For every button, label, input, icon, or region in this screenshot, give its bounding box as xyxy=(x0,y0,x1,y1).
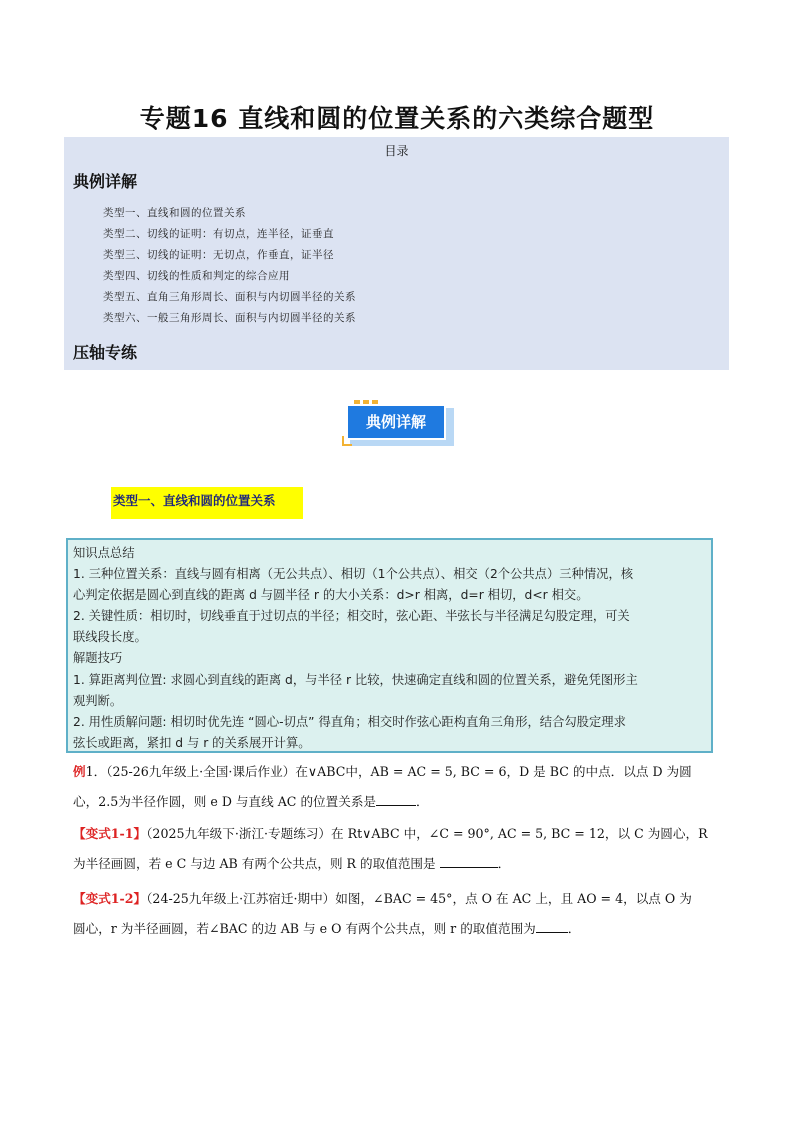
knowledge-line: 1. 三种位置关系：直线与圆有相离（无公共点）、相切（1个公共点）、相交（2个公共点）三种情况，核 xyxy=(73,567,634,582)
toc-item-3[interactable]: 类型三、切线的证明：无切点，作垂直，证半径 xyxy=(103,249,334,261)
knowledge-summary-box xyxy=(66,538,713,753)
example-text-line2: 心，2.5为半径作圆，则 e D 与直线 AC 的位置关系是 xyxy=(73,794,377,809)
variant-text-line1: （2025九年级下·浙江·专题练习）在 Rt∨ABC 中，∠C = 90°, AC = 5, BC = 12，以 C 为圆心，R xyxy=(146,826,708,841)
variant-text-line2: 为半径画圆，若 e C 与边 AB 有两个公共点，则 R 的取值范围是 xyxy=(73,856,440,871)
knowledge-line: 1. 算距离判位置: 求圆心到直线的距离 d，与半径 r 比较，快速确定直线和圆的位置关系，避免凭图形主 xyxy=(73,672,638,687)
answer-blank[interactable] xyxy=(440,853,498,868)
answer-blank[interactable] xyxy=(376,791,416,806)
knowledge-line: 知识点总结 xyxy=(73,546,135,560)
toc-heading: 目录 xyxy=(384,144,409,158)
example-1: 例1．（25-26九年级上·全国·课后作业）在∨ABC中，AB = AC = 5, BC = 6，D 是 BC 的中点．以点 D 为圆 心，2.5为半径作圆，则 e D 与直线 AC 的位置关系是 ． xyxy=(73,764,692,809)
toc-item-5[interactable]: 类型五、直角三角形周长、面积与内切圆半径的关系 xyxy=(103,291,356,303)
variant-1-2: 【变式1-2】（24-25九年级上·江苏宿迁·期中）如图，∠BAC = 45°，点 O 在 AC 上，且 AO = 4，以点 O 为 圆心，r 为半径画圆，若∠BAC 的边 AB 与 e O 有两个公共点，则 r 的取值范围为 ． xyxy=(73,891,692,936)
table-of-contents xyxy=(64,137,729,370)
toc-item-1[interactable]: 类型一、直线和圆的位置关系 xyxy=(103,207,246,219)
badge-label: 典例详解 xyxy=(346,404,446,440)
example-label: 例 xyxy=(73,764,86,779)
answer-blank[interactable] xyxy=(536,918,568,933)
example-text-line1: （25-26九年级上·全国·课后作业）在∨ABC中，AB = AC = 5, BC = 6，D 是 BC 的中点．以点 D 为圆 xyxy=(106,764,692,779)
variant-text-line1: （24-25九年级上·江苏宿迁·期中）如图，∠BAC = 45°，点 O 在 AC 上，且 AO = 4，以点 O 为 xyxy=(146,891,692,906)
toc-item-2[interactable]: 类型二、切线的证明：有切点，连半径，证垂直 xyxy=(103,228,334,240)
variant-1-1: 【变式1-1】（2025九年级下·浙江·专题练习）在 Rt∨ABC 中，∠C = 90°, AC = 5, BC = 12，以 C 为圆心，R 为半径画圆，若 e C 与边 AB 有两个公共点，则 R 的取值范围是 ． xyxy=(73,826,708,871)
toc-section-hard-practice[interactable]: 压轴专练 xyxy=(73,343,138,362)
variant-text-line2: 圆心，r 为半径画圆，若∠BAC 的边 AB 与 e O 有两个公共点，则 r 的取值范围为 xyxy=(73,921,536,936)
variant-label: 【变式1-2】 xyxy=(73,891,147,906)
knowledge-line: 观判断。 xyxy=(73,693,123,708)
knowledge-line: 解题技巧 xyxy=(73,651,123,666)
variant-label: 【变式1-1】 xyxy=(73,826,147,841)
type-heading: 类型一、直线和圆的位置关系 xyxy=(111,487,303,519)
example-number: 1． xyxy=(85,764,107,779)
knowledge-line: 联线段长度。 xyxy=(73,630,147,645)
section-badge xyxy=(346,404,450,444)
badge-corner-accent xyxy=(342,436,352,446)
toc-section-examples[interactable]: 典例详解 xyxy=(73,172,138,191)
knowledge-line: 2. 用性质解问题: 相切时优先连 “圆心-切点” 得直角；相交时作弦心距构直角三角形，结合勾股定理求 xyxy=(73,714,626,729)
toc-item-6[interactable]: 类型六、一般三角形周长、面积与内切圆半径的关系 xyxy=(103,312,356,324)
toc-item-4[interactable]: 类型四、切线的性质和判定的综合应用 xyxy=(103,270,290,282)
page-title: 专题16 直线和圆的位置关系的六类综合题型 xyxy=(139,104,655,133)
knowledge-line: 弦长或距离，紧扣 d 与 r 的关系展开计算。 xyxy=(73,735,311,750)
knowledge-line: 2. 关键性质：相切时，切线垂直于过切点的半径；相交时，弦心距、半弦长与半径满足勾股定理，可关 xyxy=(73,609,630,624)
knowledge-line: 心判定依据是圆心到直线的距离 d 与圆半径 r 的大小关系：d>r 相离，d=r 相切，d<r 相交。 xyxy=(73,588,589,603)
